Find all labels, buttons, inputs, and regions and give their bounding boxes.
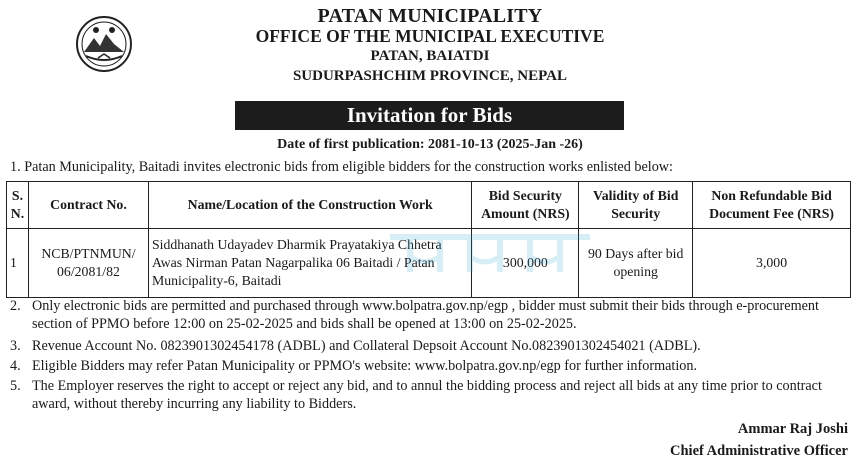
cell-document-fee: 3,000 <box>693 229 851 298</box>
cell-contract-no: NCB/PTNMUN/ 06/2081/82 <box>28 229 148 298</box>
works-table <box>6 181 851 298</box>
clause-text: The Employer reserves the right to accept or reject any bid, and to annul the bidding process and reject all bids at any time prior to contract award, without thereby incurring any liability to Bidders. <box>32 378 822 412</box>
header-document-fee: Non Refundable Bid Document Fee (NRS) <box>693 182 851 229</box>
clause-4 <box>10 357 850 375</box>
clause-3 <box>10 337 850 355</box>
publication-date: Date of first publication: 2081-10-13 (2025-Jan -26) <box>277 137 583 152</box>
clause-number: 5. <box>10 378 21 394</box>
province-line: SUDURPASHCHIM PROVINCE, NEPAL <box>292 68 568 84</box>
clause-number: 3. <box>10 338 21 354</box>
cell-work: Siddhanath Udayadev Dharmik Prayatakiya Chhetra Awas Nirman Patan Nagarpalika 06 Baitadi / Patan Municipality-6, Baitadi <box>148 229 471 298</box>
clause-text: Only electronic bids are permitted and purchased through www.bolpatra.gov.np/egp , bidder must submit their bids through e-procurement section of PPMO before 12:00 on 25-02-2025 and bids shall be opened at 13:00 on 25-02-2025. <box>32 298 819 332</box>
table-row <box>7 229 851 298</box>
intro-paragraph <box>10 158 673 176</box>
header-contract-no: Contract No. <box>28 182 148 229</box>
intro-text: Patan Municipality, Baitadi invites electronic bids from eligible bidders for the construction works enlisted below: <box>24 159 673 175</box>
signature-block <box>670 418 848 462</box>
signatory-name: Ammar Raj Joshi <box>737 421 848 437</box>
header-bid-security: Bid Security Amount (NRS) <box>472 182 579 229</box>
header-sn: S. N. <box>7 182 29 229</box>
cell-bid-security: 300,000 <box>472 229 579 298</box>
clause-number: 2. <box>10 298 21 314</box>
header-validity: Validity of Bid Security <box>579 182 693 229</box>
municipality-name: PATAN MUNICIPALITY <box>317 5 543 27</box>
clause-2 <box>10 297 850 333</box>
office-location: PATAN, BAIATDI <box>370 48 490 64</box>
letterhead <box>140 6 720 86</box>
cell-validity: 90 Days after bid opening <box>579 229 693 298</box>
signatory-title: Chief Administrative Officer <box>670 443 848 459</box>
nepal-government-emblem-icon <box>74 14 134 74</box>
clause-text: Revenue Account No. 0823901302454178 (ADBL) and Collateral Depsoit Account No.0823901302454021 (ADBL). <box>32 338 701 354</box>
notice-title: Invitation for Bids <box>235 101 624 130</box>
clause-text: Eligible Bidders may refer Patan Municipality or PPMO's website: www.bolpatra.gov.np/egp for further information. <box>32 358 698 374</box>
clause-number: 4. <box>10 358 21 374</box>
intro-number: 1. <box>10 159 21 175</box>
clause-5 <box>10 377 850 413</box>
header-work: Name/Location of the Construction Work <box>148 182 471 229</box>
cell-sn: 1 <box>7 229 29 298</box>
office-name: OFFICE OF THE MUNICIPAL EXECUTIVE <box>255 26 605 46</box>
table-header-row <box>7 182 851 229</box>
